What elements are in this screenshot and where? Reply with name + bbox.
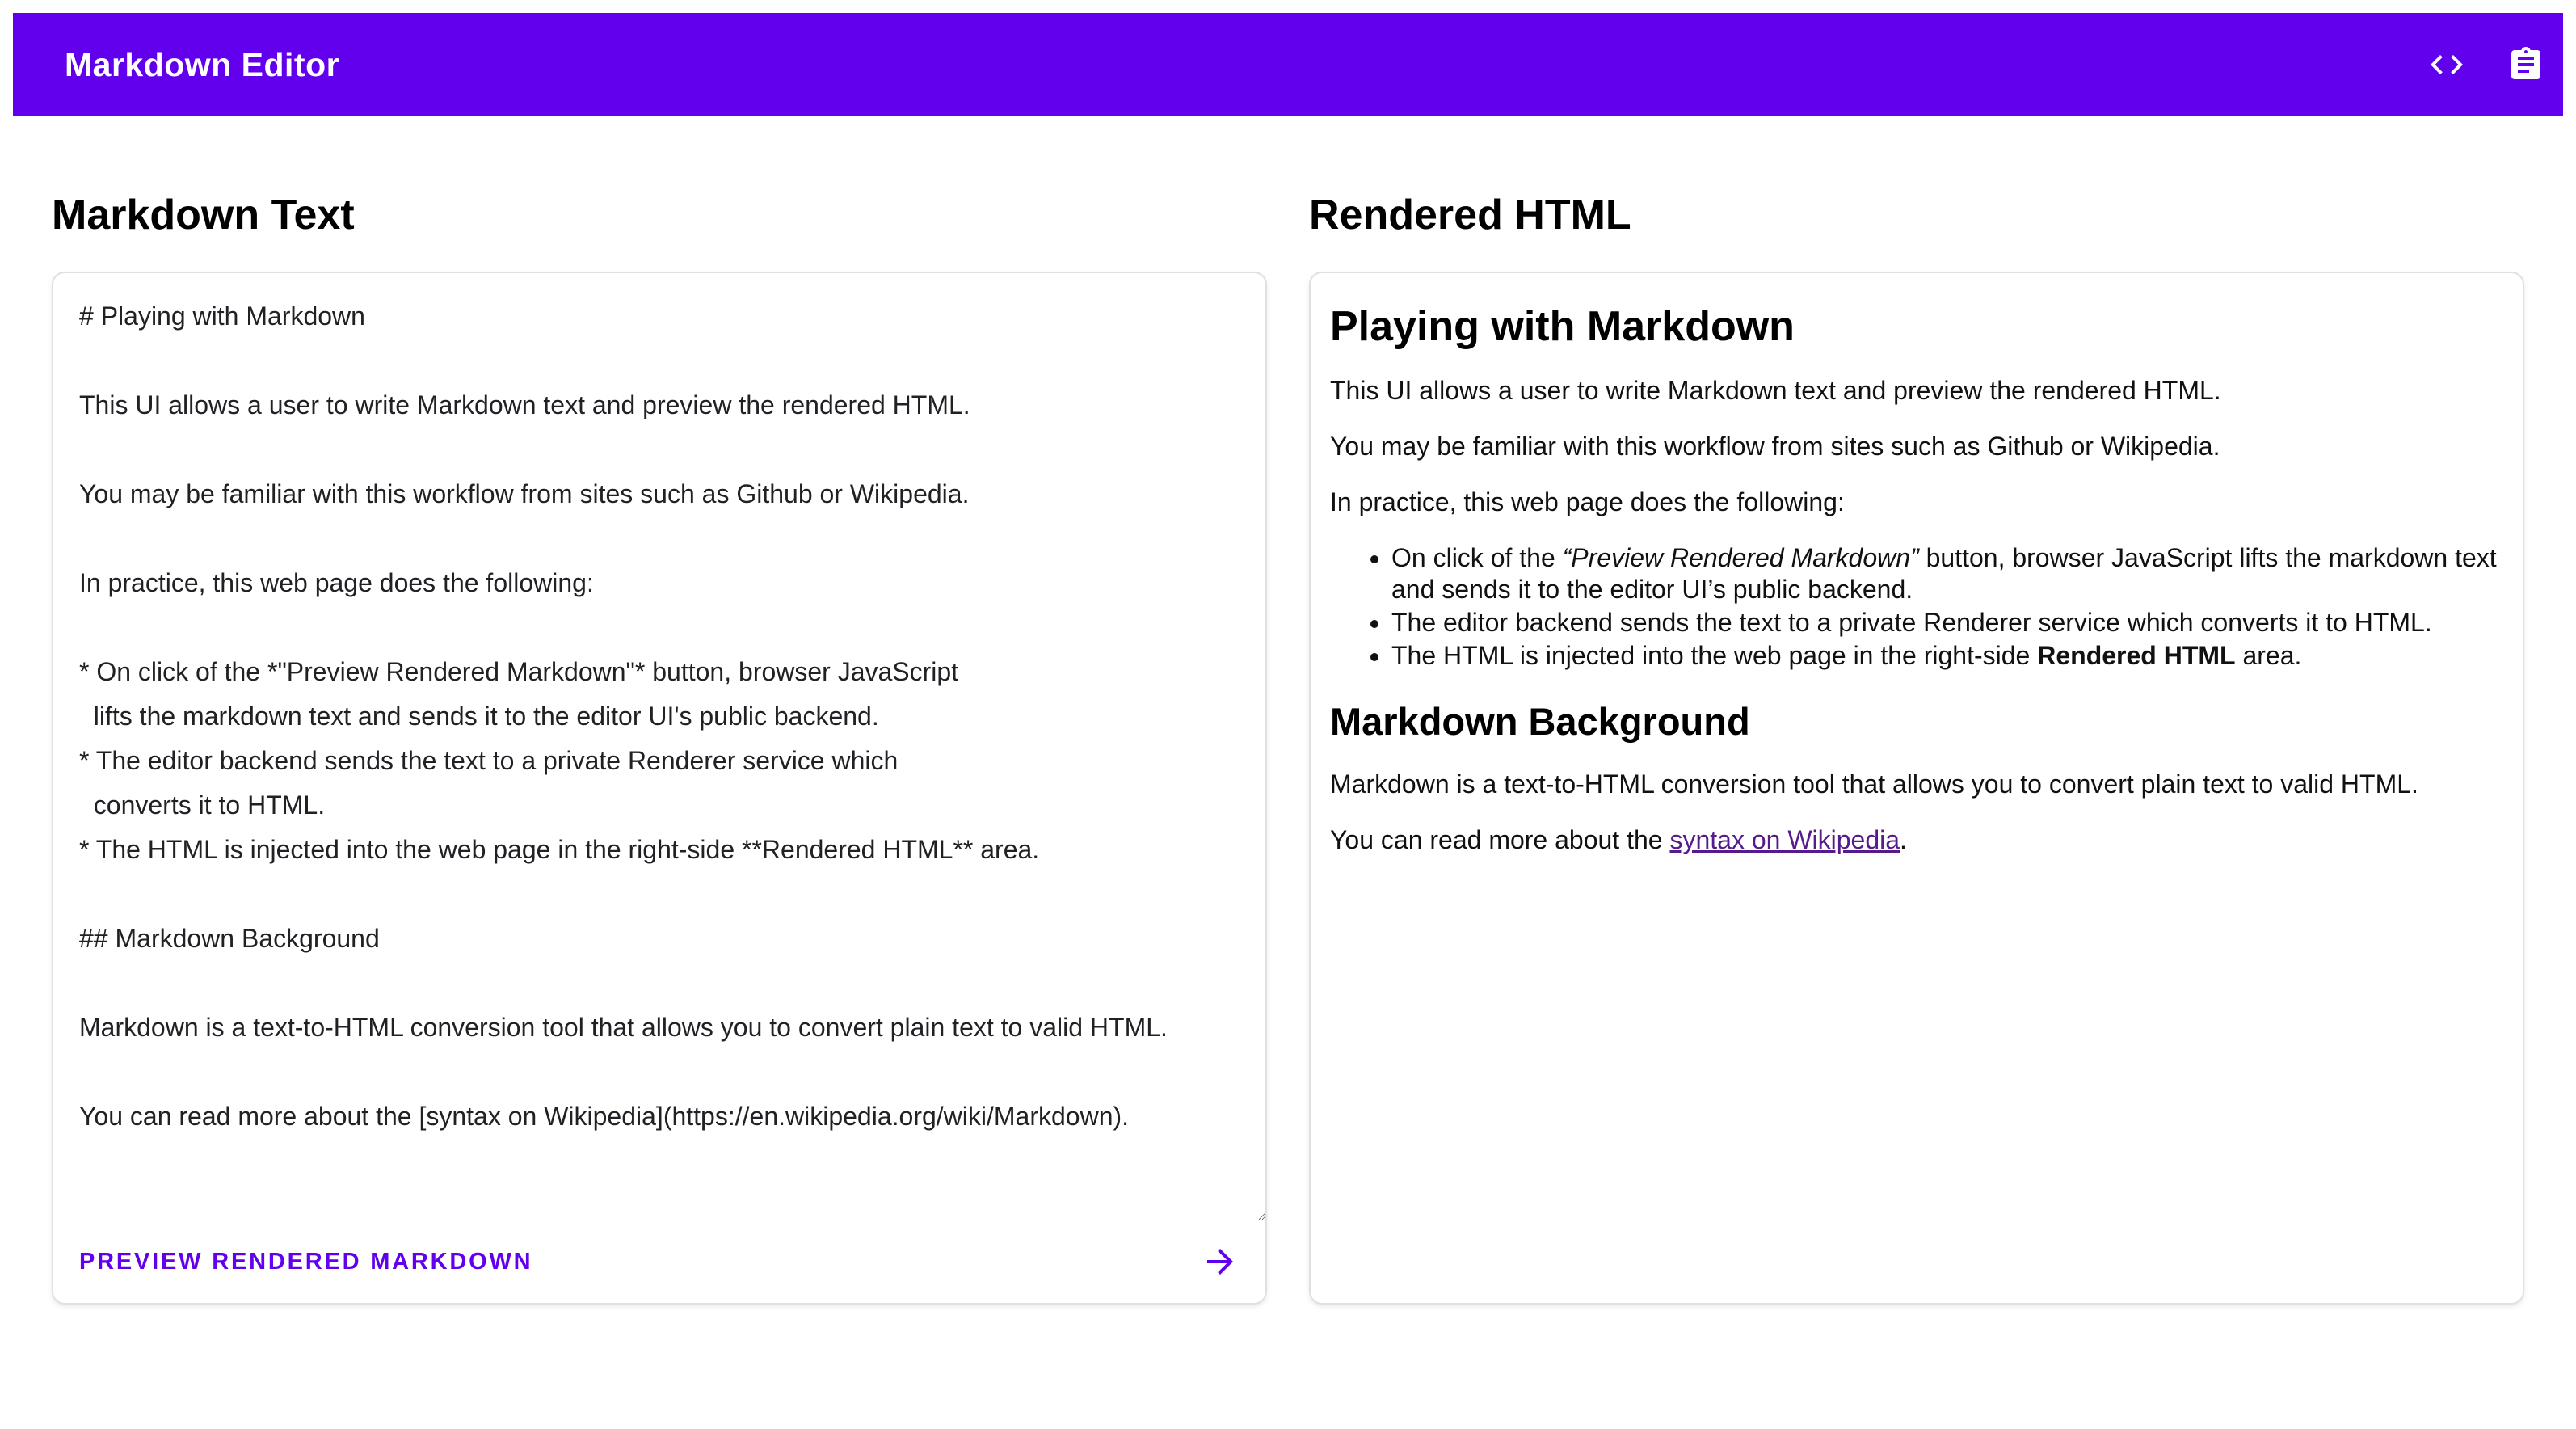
editor-panel-title: Markdown Text [52,192,355,238]
wikipedia-link[interactable]: syntax on Wikipedia [1669,825,1900,854]
rendered-p: In practice, this web page does the following: [1330,487,1845,516]
clipboard-icon[interactable] [2507,45,2545,84]
editor-actions [53,1220,1265,1303]
rendered-list-item: • On click of the “Preview Rendered Markdown” button, browser JavaScript lifts the markdown text and sends it to the editor UI’s public backend. [1391,542,2502,605]
preview-rendered-markdown-button[interactable]: PREVIEW RENDERED MARKDOWN [79,1248,533,1275]
arrow-forward-icon[interactable] [1201,1242,1240,1281]
code-icon[interactable] [2427,45,2466,84]
bold-text: Rendered HTML [2037,641,2236,670]
rendered-p: Markdown is a text-to-HTML conversion tool that allows you to convert plain text to valid HTML. [1330,769,2418,799]
app-bar-actions [2427,45,2545,84]
app-title: Markdown Editor [65,45,340,83]
preview-card [1309,272,2524,1305]
italic-text: “Preview Rendered Markdown” [1562,543,1919,572]
preview-content [1330,302,2502,856]
editor-panel [52,116,1267,1305]
preview-panel-title: Rendered HTML [1309,192,1631,238]
rendered-list-item: • The HTML is injected into the web page in the right-side Rendered HTML area. [1391,640,2502,672]
rendered-p: This UI allows a user to write Markdown text and preview the rendered HTML. [1330,376,2221,405]
rendered-p: You can read more about the syntax on Wikipedia. [1330,825,1907,854]
app-bar [13,13,2563,116]
main-content [13,116,2563,1305]
markdown-input[interactable] [53,273,1265,1220]
preview-panel [1309,116,2524,1305]
rendered-list-item: • The editor backend sends the text to a private Renderer service which converts it to HTML. [1391,607,2502,639]
editor-card [52,272,1267,1305]
rendered-p: You may be familiar with this workflow from sites such as Github or Wikipedia. [1330,432,2220,461]
rendered-list [1330,542,2502,672]
rendered-h1: Playing with Markdown [1330,303,1795,350]
rendered-h2: Markdown Background [1330,700,1750,743]
